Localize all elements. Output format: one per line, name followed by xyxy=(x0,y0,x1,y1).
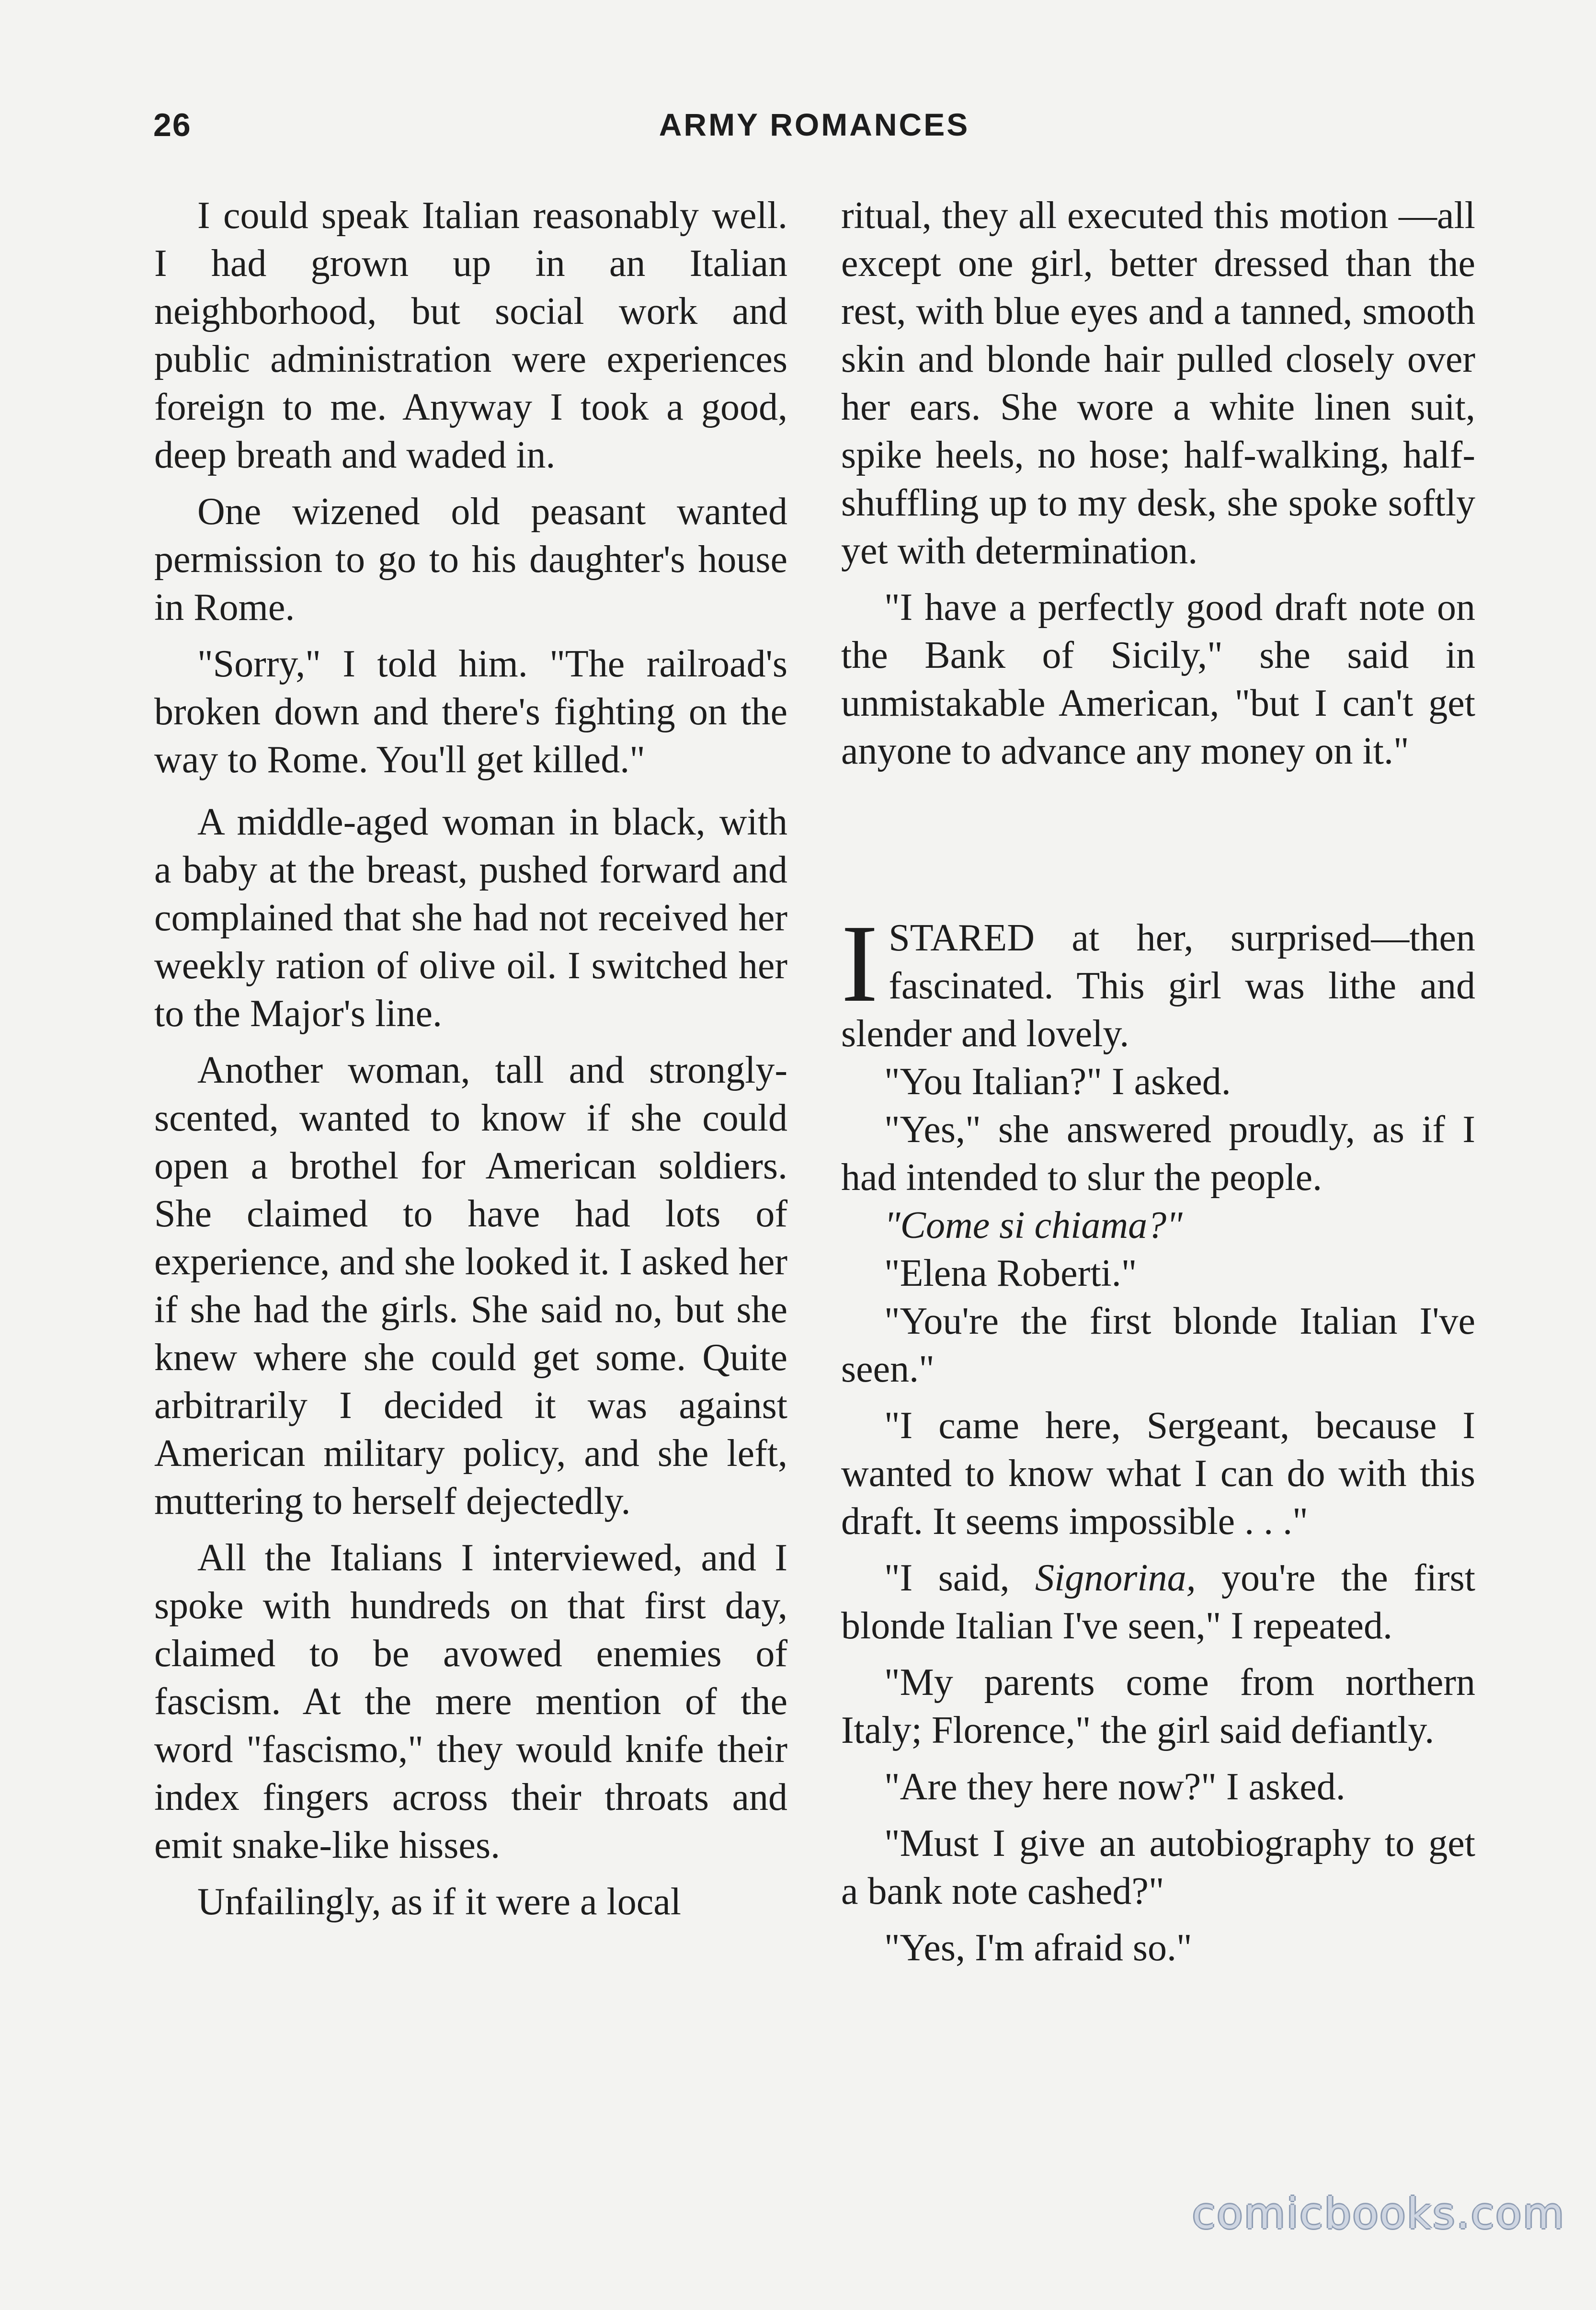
paragraph: Unfailingly, as if it were a local xyxy=(197,1881,681,1923)
paragraph: One wizened old peasant wanted permission to go to his daughter's house in Rome. xyxy=(154,491,787,629)
drop-cap: I xyxy=(841,902,878,1025)
paragraph: "Yes," she answered proudly, as if I had intended to slur the people. xyxy=(841,1109,1475,1199)
paragraph: "I came here, Sergeant, because I wanted to know what I can do with this draft. It seems impossible . . ." xyxy=(841,1405,1475,1543)
paragraph: "Elena Roberti." xyxy=(884,1252,1137,1294)
site-watermark: comicbooks.com xyxy=(1192,2189,1565,2238)
section-opening-text: STARED at her, surprised—then fascinated. This girl was lithe and slender and lovely. xyxy=(841,917,1475,1055)
page-header xyxy=(153,106,1475,154)
paragraph: ritual, they all executed this motion —all except one girl, better dressed than the rest, with blue eyes and a tanned, smooth skin and blonde hair pulled closely over her ears. She wore a white linen suit, spike heels, no hose; half-walking, half-shuffling up to my desk, she spoke softly yet with determination. xyxy=(841,194,1475,572)
paragraph: All the Italians I interviewed, and I spoke with hundreds on that first day, claimed to be avowed enemies of fascism. At the mere mention of the word "fascismo," they would knife their index fingers across their throats and emit snake-like hisses. xyxy=(154,1537,787,1866)
text-run: "I said, xyxy=(884,1557,1035,1599)
section-opening-paragraph xyxy=(841,902,1475,1058)
italic-phrase: "Come si chiama?" xyxy=(884,1204,1183,1246)
paragraph xyxy=(841,1201,1475,1249)
paragraph: "Must I give an autobiography to get a bank note cashed?" xyxy=(841,1822,1475,1912)
paragraph: "Yes, I'm afraid so." xyxy=(884,1927,1192,1969)
paragraph: I could speak Italian reasonably well. I had grown up in an Italian neighborhood, but social work and public administration were experiences foreign to me. Anyway I took a good, deep breath and waded in. xyxy=(154,194,787,476)
paragraph: "You Italian?" I asked. xyxy=(884,1061,1231,1103)
right-column xyxy=(841,192,1475,1972)
paragraph xyxy=(841,1554,1475,1650)
page-number: 26 xyxy=(153,107,192,143)
paragraph: A middle-aged woman in black, with a baby at the breast, pushed forward and complained that she had not received her weekly ration of olive oil. I switched her to the Major's line. xyxy=(154,801,787,1035)
paragraph: "Sorry," I told him. "The railroad's broken down and there's fighting on the way to Rome. You'll get killed." xyxy=(154,643,787,781)
italic-word: Signorina, xyxy=(1035,1557,1196,1599)
paragraph: "My parents come from northern Italy; Florence," the girl said defiantly. xyxy=(841,1661,1475,1751)
paragraph: "Are they here now?" I asked. xyxy=(884,1766,1345,1808)
left-column xyxy=(154,192,787,1926)
paragraph: Another woman, tall and strongly-scented, wanted to know if she could open a brothel for American soldiers. She claimed to have had lots of experience, and she looked it. I asked her if she had the girls. She said no, but she knew where she could get some. Quite arbitrarily I decided it was against American military policy, and she left, muttering to herself dejectedly. xyxy=(154,1049,787,1522)
paragraph: "You're the first blonde Italian I've seen." xyxy=(841,1300,1475,1390)
paragraph: "I have a perfectly good draft note on the Bank of Sicily," she said in unmistakable American, "but I can't get anyone to advance any money on it." xyxy=(841,586,1475,772)
running-head: ARMY ROMANCES xyxy=(659,107,970,142)
text-run: you're the first blonde Italian I've seen," I repeated. xyxy=(841,1557,1475,1647)
